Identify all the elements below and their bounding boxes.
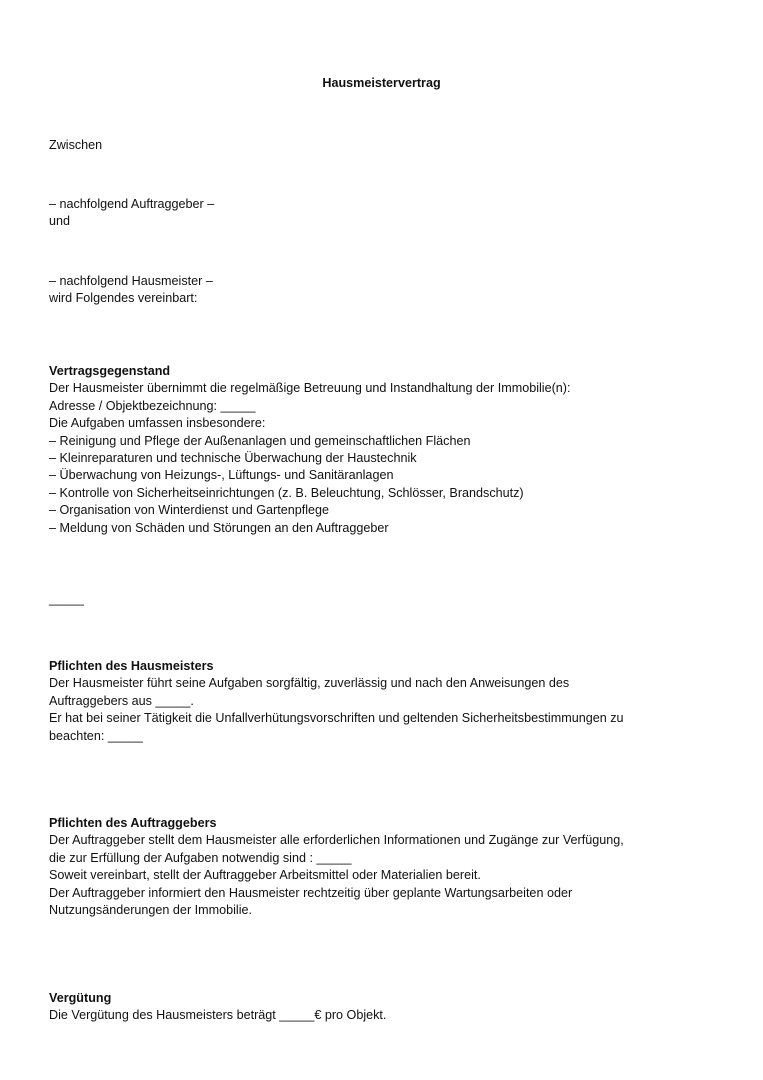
paragraph-line: Nutzungsänderungen der Immobilie. — [49, 903, 253, 918]
paragraph-line: Der Auftraggeber informiert den Hausmeister rechtzeitig über geplante Wartungsarbeiten oder — [49, 885, 573, 900]
task-list-item: – Kontrolle von Sicherheitseinrichtungen (z. B. Beleuchtung, Schlösser, Brandschutz) — [49, 485, 524, 500]
address-line: Adresse / Objektbezeichnung: _____ — [49, 398, 256, 413]
paragraph-line: Auftraggebers aus _____. — [49, 693, 194, 708]
section-heading: Vertragsgegenstand — [49, 364, 171, 378]
intro-client — [49, 196, 729, 231]
paragraph-line: beachten: _____ — [49, 728, 143, 743]
agreed-text: wird Folgendes vereinbart: — [49, 291, 198, 306]
section-heading: Pflichten des Auftraggebers — [49, 816, 217, 830]
paragraph-line: Der Auftraggeber stellt dem Hausmeister alle erforderlichen Informationen und Zugänge zur Verfügung, — [49, 833, 624, 848]
document-title: Hausmeistervertrag — [322, 76, 441, 90]
blank-line-block — [49, 591, 729, 608]
section-heading: Pflichten des Hausmeisters — [49, 659, 214, 673]
task-list-item: – Kleinreparaturen und technische Überwachung der Haustechnik — [49, 451, 417, 466]
section-vertragsgegenstand — [49, 363, 729, 537]
task-list-item: – Reinigung und Pflege der Außenanlagen und gemeinschaftlichen Flächen — [49, 433, 471, 448]
paragraph-line: Die Vergütung des Hausmeisters beträgt _____€ pro Objekt. — [49, 1008, 387, 1023]
paragraph-line: Die Aufgaben umfassen insbesondere: — [49, 416, 266, 431]
paragraph-line: die zur Erfüllung der Aufgaben notwendig sind : _____ — [49, 850, 352, 865]
between-text: Zwischen — [49, 138, 103, 152]
paragraph-line: Soweit vereinbart, stellt der Auftraggeber Arbeitsmittel oder Materialien bereit. — [49, 868, 481, 883]
task-list-item: – Organisation von Winterdienst und Gartenpflege — [49, 503, 330, 518]
and-text: und — [49, 214, 71, 229]
intro-caretaker — [49, 273, 729, 308]
section-pflichten-auftraggeber — [49, 815, 729, 919]
intro-between — [49, 137, 729, 154]
task-list-item: – Überwachung von Heizungs-, Lüftungs- und Sanitäranlagen — [49, 468, 394, 483]
paragraph-line: Er hat bei seiner Tätigkeit die Unfallverhütungsvorschriften und geltenden Sicherheitsbestimmungen zu — [49, 711, 624, 726]
blank-placeholder: _____ — [49, 592, 85, 606]
section-heading: Vergütung — [49, 991, 112, 1005]
section-pflichten-hausmeister — [49, 658, 729, 745]
paragraph-line: Der Hausmeister führt seine Aufgaben sorgfältig, zuverlässig und nach den Anweisungen des — [49, 676, 570, 691]
section-verguetung — [49, 990, 729, 1025]
task-list-item: – Meldung von Schäden und Störungen an den Auftraggeber — [49, 520, 389, 535]
paragraph-line: Der Hausmeister übernimmt die regelmäßige Betreuung und Instandhaltung der Immobilie(n): — [49, 381, 571, 396]
caretaker-note: – nachfolgend Hausmeister – — [49, 274, 213, 288]
client-note: – nachfolgend Auftraggeber – — [49, 197, 215, 211]
